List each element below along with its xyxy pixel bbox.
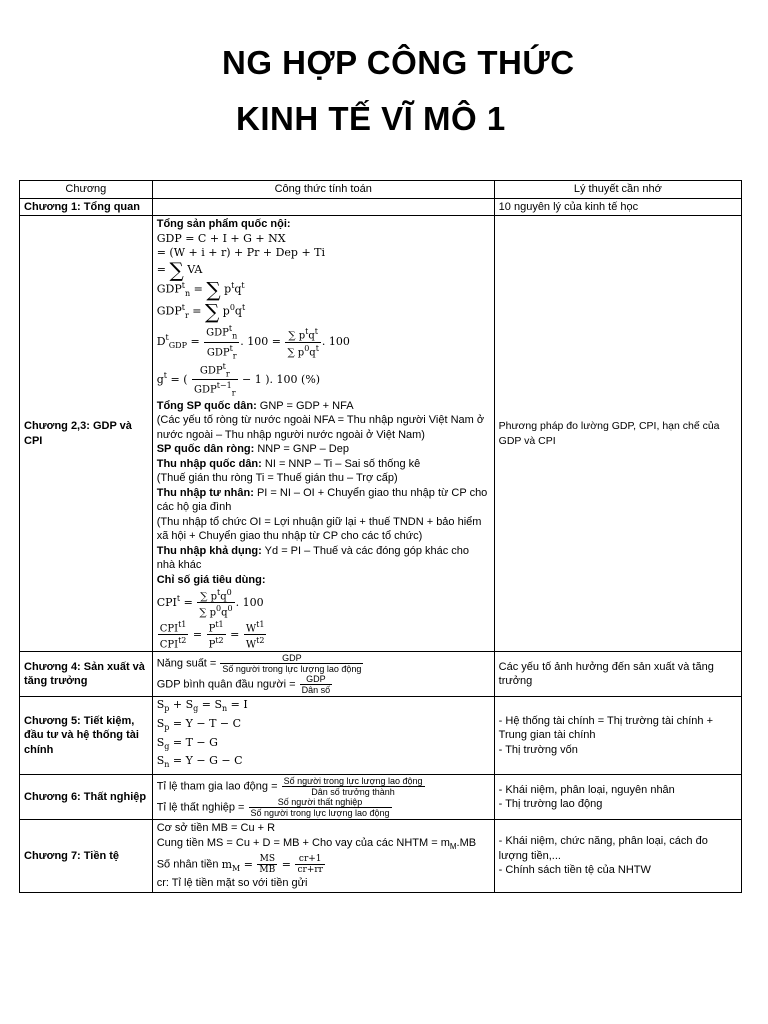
formula-cell bbox=[152, 775, 494, 820]
yd-formula: Thu nhập khả dụng: Yd = PI – Thuế và các đóng góp khác cho nhà khác bbox=[156, 544, 470, 571]
real-gdp-formula: $GDP^t_r$ = ∑ $p^0q^t$ bbox=[156, 299, 246, 324]
document-title-line-1: NG HỢP CÔNG THỨC bbox=[222, 44, 575, 81]
table-row bbox=[20, 216, 742, 652]
table-row bbox=[20, 198, 742, 216]
chapter-cell: Chương 1: Tổng quan bbox=[20, 198, 153, 216]
gdp-expenditure-formula: GDP = C + I + G + NX bbox=[156, 231, 286, 245]
money-supply-formula: Cung tiền MS = Cu + D = MB + Cho vay của các NHTM = $m_M.MB$ bbox=[156, 836, 477, 851]
theory-line: - Chính sách tiền tệ của NHTW bbox=[498, 864, 651, 877]
formula-cell bbox=[152, 820, 494, 893]
document-title-line-2: KINH TẾ VĨ MÔ 1 bbox=[236, 100, 506, 137]
participation-rate-formula: Tỉ lệ tham gia lao động = $\frac{\text{Số người trong lực lượng lao động}}{\text{Dân số trưởng thành}}$ bbox=[156, 776, 423, 798]
table-row bbox=[20, 820, 742, 893]
cpi-formula: $CPI^t$ = $\frac{\sum p^tq^0}{\sum p^0q^0}$ . 100 bbox=[156, 588, 264, 619]
monetary-base-formula: Cơ sở tiền MB = Cu + R bbox=[156, 822, 276, 835]
table-row bbox=[20, 775, 742, 820]
chapter-cell: Chương 5: Tiết kiệm, đầu tư và hệ thống tài chính bbox=[20, 697, 153, 775]
gdp-deflator-formula: $D^t_{GDP}$ = $\frac{GDP^t_n}{GDP^t_r}$ . 100 = $\frac{\sum p^tq^t}{\sum p^0q^t}$ . 100 bbox=[156, 324, 350, 360]
chapter-cell: Chương 2,3: GDP và CPI bbox=[20, 216, 153, 652]
theory-cell bbox=[494, 820, 741, 893]
theory-line: - Thị trường lao động bbox=[498, 798, 603, 811]
header-theory: Lý thuyết cần nhớ bbox=[494, 181, 741, 199]
savings-identity: $S_p + S_g = S_n = I$ bbox=[156, 698, 248, 714]
oi-note: (Thu nhập tổ chức OI = Lợi nhuận giữ lại + thuế TNDN + bảo hiểm xã hội + Chuyển giao thu nhập từ CP cho các tổ chức) bbox=[156, 515, 482, 542]
formula-cell bbox=[152, 697, 494, 775]
money-multiplier-formula: Số nhân tiền $m_M$ = $\frac{MS}{MB}$ = $\frac{cr+1}{cr+rr}$ bbox=[156, 854, 323, 876]
gdp-income-formula: = (W + i + r) + Pr + Dep + Ti bbox=[156, 246, 326, 259]
formula-cell bbox=[152, 216, 494, 652]
chapter-cell: Chương 4: Sản xuất và tăng trưởng bbox=[20, 652, 153, 697]
table-header-row bbox=[20, 181, 742, 199]
theory-line: - Thị trường vốn bbox=[498, 743, 578, 756]
public-savings-formula: $S_g = T - G$ bbox=[156, 735, 218, 751]
theory-cell bbox=[494, 775, 741, 820]
theory-line: - Khái niệm, phân loại, nguyên nhân bbox=[498, 783, 675, 796]
nfa-note: (Các yếu tố ròng từ nước ngoài NFA = Thu nhập người Việt Nam ở nước ngoài – Thu nhập người nước ngoài ở Việt Nam) bbox=[156, 414, 485, 441]
theory-cell: Các yếu tố ảnh hưởng đến sản xuất và tăng trưởng bbox=[494, 652, 741, 697]
gdp-per-capita-formula: GDP bình quân đầu người = $\frac{\text{GDP}}{\text{Dân số}}$ bbox=[156, 674, 331, 696]
chapter-cell: Chương 7: Tiền tệ bbox=[20, 820, 153, 893]
header-formulas: Công thức tính toán bbox=[152, 181, 494, 199]
formula-cell bbox=[152, 198, 494, 216]
unemployment-rate-formula: Tỉ lệ thất nghiệp = $\frac{\text{Số người thất nghiệp}}{\text{Số người trong lực lượng lao động}}$ bbox=[156, 797, 390, 819]
cpi-ratio-formula: $\frac{CPI^{t1}}{CPI^{t2}}$ = $\frac{P^{t1}}{P^{t2}}$ = $\frac{W^{t1}}{W^{t2}}$ bbox=[159, 619, 265, 651]
cr-note: cr: Tỉ lệ tiền mặt so với tiền gửi bbox=[156, 877, 308, 890]
gdp-value-added-formula: = ∑ VA bbox=[156, 257, 203, 282]
theory-cell: 10 nguyên lý của kinh tế học bbox=[494, 198, 741, 216]
theory-cell: Phương pháp đo lường GDP, CPI, hạn chế của GDP và CPI bbox=[494, 216, 741, 652]
gnp-formula: Tổng SP quốc dân: GNP = GDP + NFA bbox=[156, 399, 354, 412]
table-row bbox=[20, 697, 742, 775]
growth-rate-formula: $g^t$ = ( $\frac{GDP^t_r}{GDP^{t-1}_r}$ − 1 ). 100 (%) bbox=[156, 361, 321, 398]
chapter-cell: Chương 6: Thất nghiệp bbox=[20, 775, 153, 820]
formula-table bbox=[19, 180, 742, 893]
pi-formula: Thu nhập tư nhân: PI = NI – OI + Chuyển giao thu nhập từ CP cho các hộ gia đình bbox=[156, 486, 488, 513]
formula-cell bbox=[152, 652, 494, 697]
cpi-heading: Chỉ số giá tiêu dùng: bbox=[156, 573, 266, 586]
theory-line: - Khái niệm, chức năng, phân loại, cách đo lượng tiền,... bbox=[498, 835, 708, 862]
theory-cell bbox=[494, 697, 741, 775]
ti-note: (Thuế gián thu ròng Ti = Thuế gián thu – Trợ cấp) bbox=[156, 472, 398, 484]
nnp-formula: SP quốc dân ròng: NNP = GNP – Dep bbox=[156, 443, 349, 455]
table-row bbox=[20, 652, 742, 697]
private-savings-formula: $S_p = Y - T - C$ bbox=[156, 717, 242, 733]
national-savings-formula: $S_n = Y - G - C$ bbox=[156, 754, 243, 770]
nominal-gdp-formula: $GDP^t_n$ = ∑ $p^tq^t$ bbox=[156, 277, 245, 302]
header-chapter: Chương bbox=[20, 181, 153, 199]
theory-line: - Hệ thống tài chính = Thị trường tài chính + Trung gian tài chính bbox=[498, 714, 713, 742]
gdp-heading: Tổng sản phẩm quốc nội: bbox=[156, 218, 291, 230]
productivity-formula: Năng suất = $\frac{\text{GDP}}{\text{Số người trong lực lượng lao động}}$ bbox=[156, 653, 362, 675]
ni-formula: Thu nhập quốc dân: NI = NNP – Ti – Sai số thống kê bbox=[156, 457, 421, 470]
